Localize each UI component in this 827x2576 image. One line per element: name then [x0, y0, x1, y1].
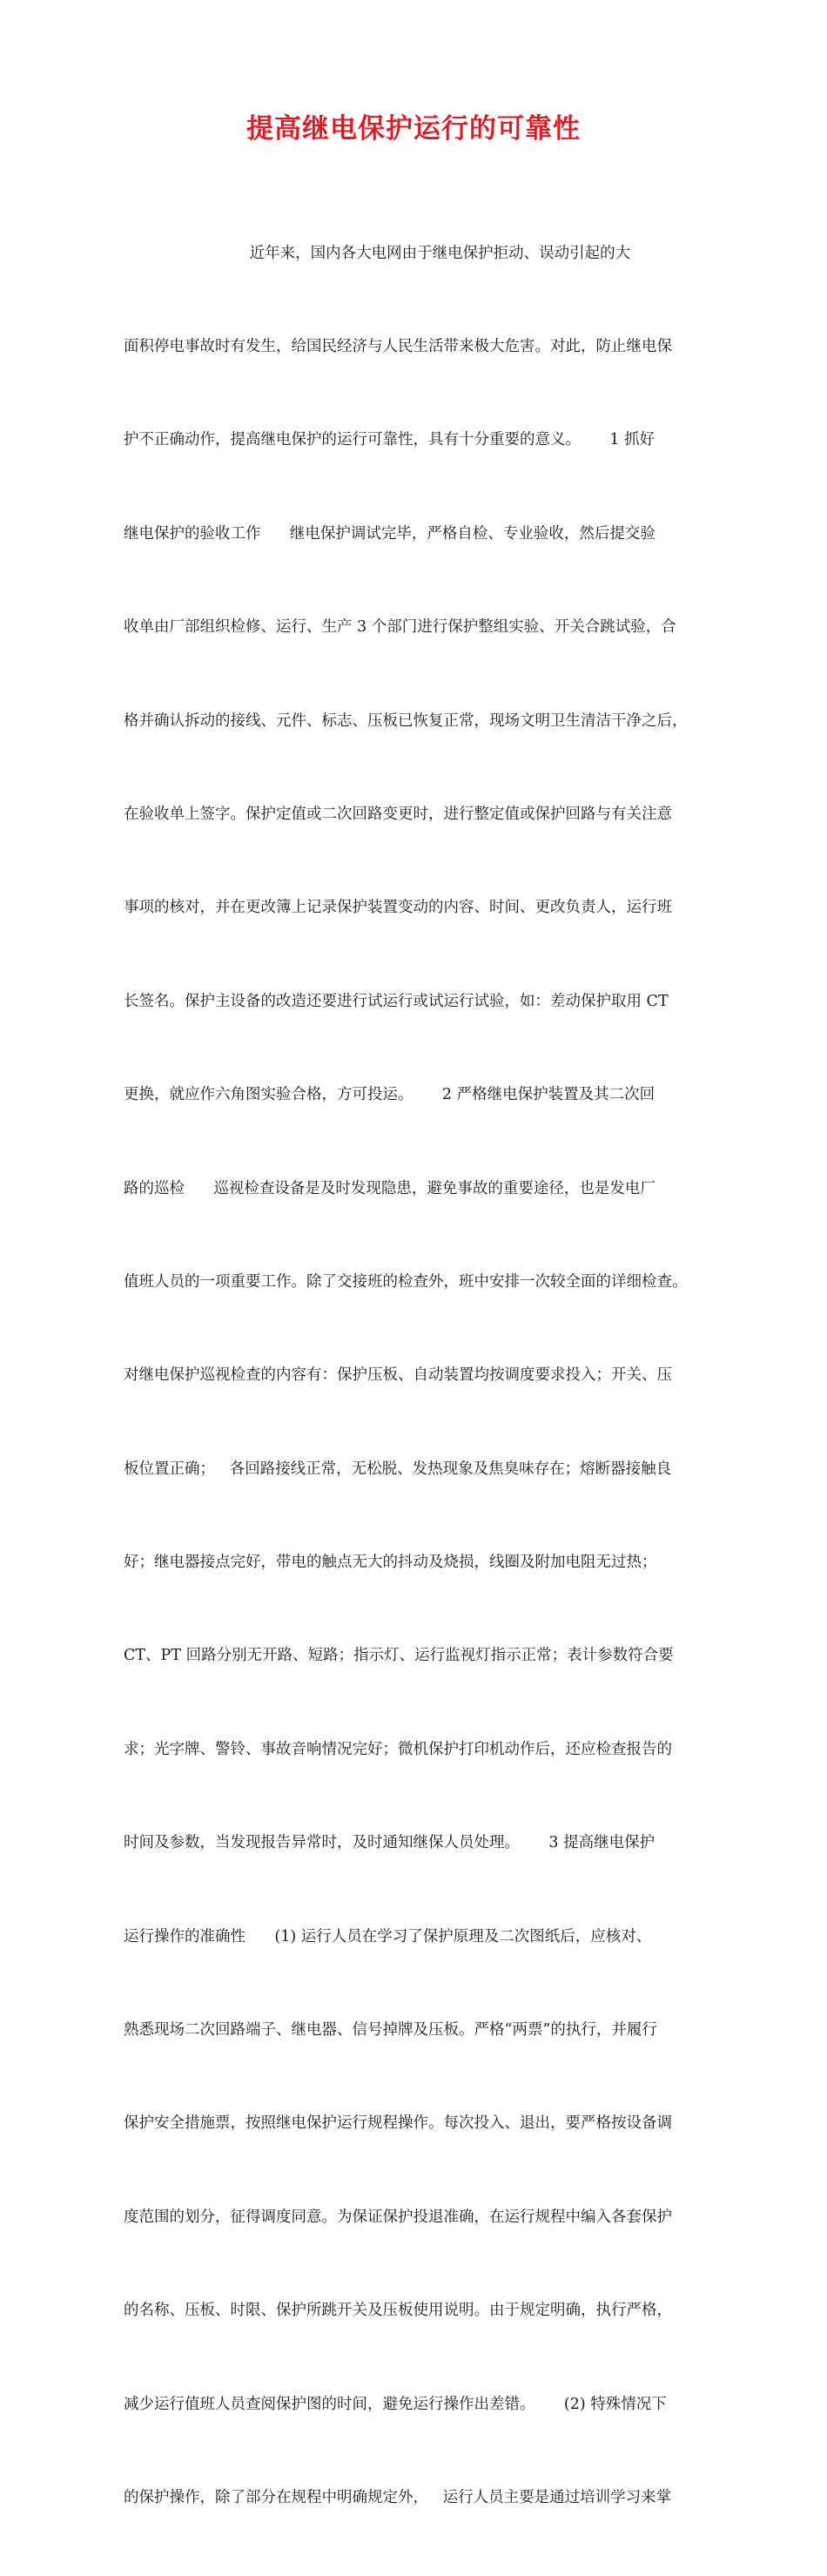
body-line: 度范围的划分，征得调度同意。为保证保护投退准确，在运行规程中编入各套保护	[124, 2208, 672, 2226]
body-line: CT、PT 回路分别无开路、短路；指示灯、运行监视灯指示正常；表计参数符合要	[124, 1647, 674, 1665]
body-line: 好；继电器接点完好，带电的触点无大的抖动及烧损，线圈及附加电阻无过热；	[124, 1554, 657, 1572]
body-line: 的名称、压板、时限、保护所跳开关及压板使用说明。由于规定明确，执行严格，	[124, 2302, 672, 2320]
body-line: 在验收单上签字。保护定值或二次回路变更时，进行整定值或保护回路与有关注意	[124, 805, 672, 823]
body-line: 熟悉现场二次回路端子、继电器、信号掉牌及压板。严格“两票”的执行，并履行	[124, 2021, 657, 2040]
body-line: 事项的核对，并在更改簿上记录保护装置变动的内容、时间、更改负责人，运行班	[124, 899, 672, 917]
body-line: 护不正确动作，提高继电保护的运行可靠性，具有十分重要的意义。 1 抓好	[124, 431, 656, 449]
body-line: 收单由厂部组织检修、运行、生产 3 个部门进行保护整组实验、开关合跳试验，合	[124, 618, 676, 637]
body-line: 运行操作的准确性 (1) 运行人员在学习了保护原理及二次图纸后，应核对、	[124, 1927, 652, 1945]
body-line: 时间及参数，当发现报告异常时，及时通知继保人员处理。 3 提高继电保护	[124, 1834, 656, 1852]
body-line: 求；光字牌、警铃、事故音响情况完好；微机保护打印机动作后，还应检查报告的	[124, 1740, 672, 1758]
body-line: 的保护操作，除了部分在规程中明确规定外， 运行人员主要是通过培训学习来掌	[124, 2488, 672, 2506]
body-line: 继电保护的验收工作 继电保护调试完毕，严格自检、专业验收，然后提交验	[124, 524, 656, 543]
body-line: 保护安全措施票，按照继电保护运行规程操作。每次投入、退出，要严格按设备调	[124, 2114, 672, 2133]
body-line: 对继电保护巡视检查的内容有：保护压板、自动装置均按调度要求投入；开关、压	[124, 1366, 672, 1385]
body-line: 更换，就应作六角图实验合格，方可投运。 2 严格继电保护装置及其二次回	[124, 1086, 656, 1104]
body-line: 面积停电事故时有发生，给国民经济与人民生活带来极大危害。对此，防止继电保	[124, 337, 672, 355]
body-line: 板位置正确； 各回路接线正常，无松脱、发热现象及焦臭味存在；熔断器接触良	[124, 1460, 672, 1478]
body-line: 长签名。保护主设备的改造还要进行试运行或试运行试验，如：差动保护取用 CT	[124, 992, 669, 1010]
body-line: 减少运行值班人员查阅保护图的时间，避免运行操作出差错。 (2) 特殊情况下	[124, 2395, 667, 2413]
document-title: 提高继电保护运行的可靠性	[246, 113, 581, 145]
body-line: 格并确认拆动的接线、元件、标志、压板已恢复正常，现场文明卫生清洁干净之后，	[124, 711, 688, 730]
body-line: 值班人员的一项重要工作。除了交接班的检查外，班中安排一次较全面的详细检查。	[124, 1272, 688, 1291]
body-line: 近年来，国内各大电网由于继电保护拒动、误动引起的大	[124, 244, 631, 262]
document-body	[124, 176, 716, 2576]
body-line: 路的巡检 巡视检查设备是及时发现隐患，避免事故的重要途径，也是发电厂	[124, 1179, 656, 1197]
